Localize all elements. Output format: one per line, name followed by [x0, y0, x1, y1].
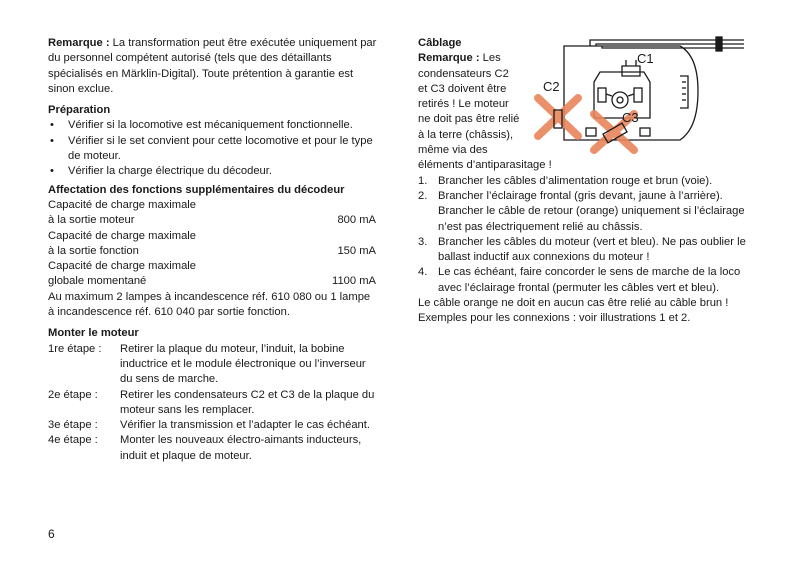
capacity-line: Capacité de charge maximale — [48, 260, 196, 273]
remarque-line: éléments d’antiparasitage ! — [418, 159, 552, 172]
step-number: 3. — [418, 235, 428, 248]
capacity-label: à la sortie moteur — [48, 214, 135, 227]
c3-label: C3 — [622, 110, 639, 125]
step-text: Retirer les condensateurs C2 et C3 de la plaque du moteur sans les remplacer. — [120, 388, 375, 416]
remarque-line: à la terre (châssis), — [418, 128, 514, 141]
remarque-line: condensateurs C2 — [418, 67, 509, 80]
list-item: • Vérifier si le set convient pour cette locomotive et pour le type de moteur. — [48, 134, 378, 165]
step-number: 1. — [418, 174, 428, 187]
capacity-value: 150 mA — [337, 244, 376, 257]
step-text: Vérifier la transmission et l’adapter le cas échéant. — [120, 419, 370, 432]
step-number: 2. — [418, 189, 428, 202]
list-item — [418, 265, 754, 296]
remarque-label: Remarque : — [48, 37, 110, 49]
step-label: 1re étape : — [48, 342, 102, 355]
motor-shaft — [612, 92, 628, 108]
step-item — [48, 388, 378, 419]
remarque-line: ne doit pas être relié — [418, 113, 520, 126]
step-label: 2e étape : — [48, 388, 98, 401]
remarque-line: et C3 doivent être — [418, 82, 507, 95]
motor-bump — [680, 76, 688, 108]
remarque-first: Les — [479, 52, 501, 65]
step-label: 4e étape : — [48, 434, 98, 447]
capacity-row — [48, 274, 378, 289]
capacity-row — [48, 213, 378, 228]
capacity-block — [48, 198, 378, 290]
monter-title: Monter le moteur — [48, 327, 139, 340]
affectation-title: Affectation des fonctions supplémentaires du décodeur — [48, 183, 345, 196]
remarque-line: retirés ! Le moteur — [418, 98, 509, 111]
cablage-remarque — [418, 51, 552, 173]
list-item — [418, 174, 754, 189]
exemples-text: Exemples pour les connexions : voir illustrations 1 et 2. — [418, 312, 691, 325]
list-item: • Vérifier si la locomotive est mécaniquement fonctionnelle. — [48, 118, 378, 133]
list-item: • Vérifier la charge électrique du décodeur. — [48, 164, 378, 179]
capacity-label: à la sortie fonction — [48, 244, 139, 257]
preparation-list — [48, 118, 378, 179]
remarque-line: même via des — [418, 144, 488, 157]
left-column — [48, 36, 378, 464]
capacity-value: 800 mA — [337, 214, 376, 227]
motor-body — [564, 46, 698, 140]
remarque-paragraph — [48, 36, 378, 97]
step-item — [48, 342, 378, 388]
remarque-first-line — [418, 51, 528, 66]
step-item — [48, 418, 378, 433]
step-text: Monter les nouveaux électro-aimants inducteurs, induit et plaque de moteur. — [120, 434, 362, 462]
step-text: Brancher les câbles du moteur (vert et bleu). Ne pas oublier le ballast inductif aux connexions du moteur ! — [438, 235, 746, 264]
remarque-label: Remarque : — [418, 52, 480, 65]
step-text: Brancher les câbles d’alimentation rouge et brun (voie). — [438, 174, 713, 187]
capacity-value: 1100 mA — [332, 275, 376, 288]
step-item — [48, 433, 378, 464]
c1-capacitor — [622, 66, 640, 76]
cablage-title: Câblage — [418, 37, 462, 49]
preparation-title: Préparation — [48, 104, 111, 117]
steps-list — [48, 342, 378, 464]
remarque-text: La transformation peut être exécutée uniquement par du personnel compétent autorisé (tels que des détaillants spécialisés en Märklin-Digital). Toute prétention à garantie est sinon exclue. — [48, 37, 377, 95]
step-text: Retirer la plaque du moteur, l’induit, la bobine inductrice et le module électronique ou l’inverseur du sens de marche. — [120, 342, 366, 386]
page-number: 6 — [48, 527, 55, 541]
wiring-diagram — [530, 36, 744, 166]
lamps-text: Au maximum 2 lampes à incandescence réf. 610 080 ou 1 lampe à incandescence réf. 610 040 par sortie fonction. — [48, 290, 371, 319]
capacity-row — [48, 244, 378, 259]
list-item — [418, 189, 754, 235]
step-label: 3e étape : — [48, 419, 98, 432]
step-text: Le cas échéant, faire concorder le sens de marche de la loco avec l’éclairage frontal (permuter les câbles vert et bleu). — [438, 266, 741, 294]
orange-warning: Le câble orange ne doit en aucun cas être relié au câble brun ! — [418, 297, 729, 310]
capacity-line: Capacité de charge maximale — [48, 229, 196, 242]
step-number: 4. — [418, 266, 428, 279]
capacity-line: Capacité de charge maximale — [48, 198, 196, 211]
capacity-label: globale momentané — [48, 275, 147, 288]
list-item — [418, 235, 754, 266]
wiring-steps — [418, 174, 754, 296]
step-text: Brancher l’éclairage frontal (gris devant, jaune à l’arrière). Brancher le câble de retour (orange) uniquement si l’éclairage n’est pas électriquement relié au châssis. — [438, 189, 745, 233]
c1-label: C1 — [637, 51, 654, 66]
c2-label: C2 — [543, 79, 560, 94]
